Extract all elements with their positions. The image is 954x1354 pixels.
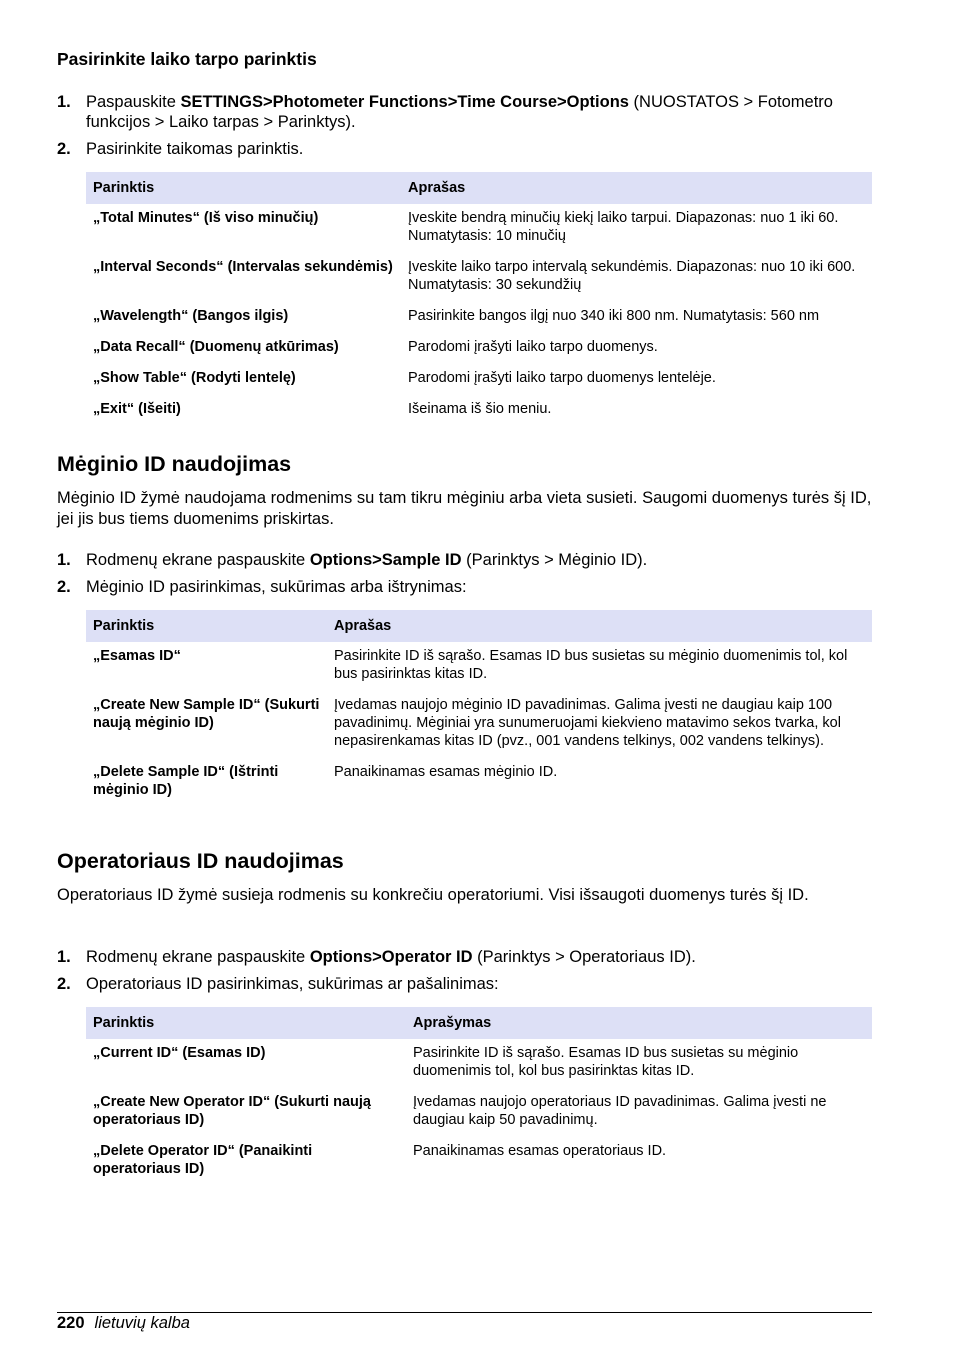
page-footer	[57, 1313, 190, 1333]
option-description: Įvedamas naujojo mėginio ID pavadinimas. Galima įvesti ne daugiau kaip 100 pavadinimų. Mėginiai yra sunumeruojami kiekvieno matavimo sekos tvarka, kol nepasirenkamas kitas ID (pvz., 001 vandens telkinys, 002 vandens telkinys).	[334, 697, 841, 749]
option-description: Išeinama iš šio meniu.	[408, 401, 552, 417]
table-row	[86, 333, 872, 364]
options-table	[86, 610, 872, 807]
column-header: Aprašas	[401, 172, 872, 204]
table-row	[86, 1039, 872, 1088]
step-item	[57, 550, 872, 570]
option-name: „Show Table“ (Rodyti lentelę)	[93, 370, 296, 386]
option-name: „Delete Sample ID“ (Ištrinti mėginio ID)	[93, 764, 279, 798]
step-command: SETTINGS>Photometer Functions>Time Course>Options	[180, 93, 629, 111]
step-text: Pasirinkite taikomas parinktis.	[86, 140, 304, 158]
footer-language: lietuvių kalba	[94, 1314, 190, 1332]
table-row	[86, 642, 872, 691]
section-sample-id	[57, 451, 872, 477]
step-text: Mėginio ID pasirinkimas, sukūrimas arba ištrynimas:	[86, 578, 467, 596]
step-list	[57, 92, 872, 159]
option-name: „Exit“ (Išeiti)	[93, 401, 181, 417]
table-row	[86, 1088, 872, 1137]
option-name: „Create New Operator ID“ (Sukurti naują operatoriaus ID)	[93, 1094, 371, 1128]
table-header-row	[86, 610, 872, 642]
section-heading: Pasirinkite laiko tarpo parinktis	[57, 49, 317, 69]
column-header: Parinktis	[86, 610, 327, 642]
option-name: „Data Recall“ (Duomenų atkūrimas)	[93, 339, 339, 355]
table-row	[86, 253, 872, 302]
column-header: Aprašas	[327, 610, 872, 642]
options-table	[86, 1007, 872, 1186]
option-description: Parodomi įrašyti laiko tarpo duomenys.	[408, 339, 658, 355]
section-heading: Mėginio ID naudojimas	[57, 452, 292, 476]
options-table	[86, 172, 872, 426]
step-item	[57, 974, 872, 994]
step-text: (NUOSTATOS > Fotometro funkcijos > Laiko tarpas > Parinktys).	[86, 93, 833, 131]
page-number: 220	[57, 1314, 85, 1332]
table-row	[86, 691, 872, 758]
option-description: Pasirinkite ID iš sąrašo. Esamas ID bus susietas su mėginio duomenimis tol, kol bus pasirinktas kitas ID.	[413, 1045, 799, 1079]
option-name: „Interval Seconds“ (Intervalas sekundėmis)	[93, 259, 393, 275]
option-name: „Total Minutes“ (Iš viso minučių)	[93, 210, 319, 226]
option-name: „Delete Operator ID“ (Panaikinti operatoriaus ID)	[93, 1143, 313, 1177]
table-header-row	[86, 172, 872, 204]
section-operator-id	[57, 848, 872, 874]
step-text: Rodmenų ekrane paspauskite	[86, 948, 310, 966]
step-item	[57, 577, 872, 597]
option-description: Panaikinamas esamas operatoriaus ID.	[413, 1143, 667, 1159]
table-row	[86, 758, 872, 807]
step-number: 1.	[57, 93, 71, 111]
step-command: Options>Sample ID	[309, 551, 462, 569]
section-intro	[57, 885, 872, 906]
option-description: Įvedamas naujojo operatoriaus ID pavadinimas. Galima įvesti ne daugiau kaip 50 pavadinimų.	[413, 1094, 827, 1128]
option-name: „Current ID“ (Esamas ID)	[93, 1045, 266, 1061]
step-text: Paspauskite	[86, 93, 181, 111]
section-intro	[57, 488, 872, 530]
option-description: Parodomi įrašyti laiko tarpo duomenys lentelėje.	[408, 370, 716, 386]
column-header: Parinktis	[86, 1007, 406, 1039]
option-name: „Esamas ID“	[93, 648, 181, 664]
table-row	[86, 395, 872, 426]
table-row	[86, 204, 872, 253]
step-list	[57, 947, 872, 994]
step-list	[57, 550, 872, 597]
step-item	[57, 92, 872, 132]
option-name: „Create New Sample ID“ (Sukurti naują mėginio ID)	[93, 697, 320, 731]
intro-paragraph: Mėginio ID žymė naudojama rodmenims su tam tikru mėginiu arba vieta susieti. Saugomi duomenys turės šį ID, jei jis bus tiems duomenims priskirtas.	[57, 489, 872, 528]
intro-paragraph: Operatoriaus ID žymė susieja rodmenis su konkrečiu operatoriumi. Visi išsaugoti duomenys turės šį ID.	[57, 886, 809, 904]
step-text: Rodmenų ekrane paspauskite	[86, 551, 310, 569]
step-number: 2.	[57, 975, 71, 993]
option-name: „Wavelength“ (Bangos ilgis)	[93, 308, 289, 324]
step-text: (Parinktys > Operatoriaus ID).	[472, 948, 696, 966]
step-number: 1.	[57, 948, 71, 966]
step-item	[57, 139, 872, 159]
option-description: Įveskite laiko tarpo intervalą sekundėmis. Diapazonas: nuo 10 iki 600. Numatytasis: 30 sekundžių	[408, 259, 856, 293]
table-row	[86, 302, 872, 333]
column-header: Parinktis	[86, 172, 401, 204]
option-description: Pasirinkite ID iš sąrašo. Esamas ID bus susietas su mėginio duomenimis tol, kol bus pasirinktas kitas ID.	[334, 648, 848, 682]
step-text: (Parinktys > Mėginio ID).	[461, 551, 648, 569]
section-heading: Operatoriaus ID naudojimas	[57, 849, 344, 873]
section-time-course-options	[57, 48, 872, 70]
table-row	[86, 1137, 872, 1186]
step-command: Options>Operator ID	[309, 948, 473, 966]
step-item	[57, 947, 872, 967]
option-description: Įveskite bendrą minučių kiekį laiko tarpui. Diapazonas: nuo 1 iki 60. Numatytasis: 10 minučių	[408, 210, 839, 244]
option-description: Pasirinkite bangos ilgį nuo 340 iki 800 nm. Numatytasis: 560 nm	[408, 308, 820, 324]
step-number: 2.	[57, 578, 71, 596]
column-header: Aprašymas	[406, 1007, 872, 1039]
table-header-row	[86, 1007, 872, 1039]
step-text: Operatoriaus ID pasirinkimas, sukūrimas ar pašalinimas:	[86, 975, 499, 993]
step-number: 2.	[57, 140, 71, 158]
option-description: Panaikinamas esamas mėginio ID.	[334, 764, 558, 780]
step-number: 1.	[57, 551, 71, 569]
table-row	[86, 364, 872, 395]
